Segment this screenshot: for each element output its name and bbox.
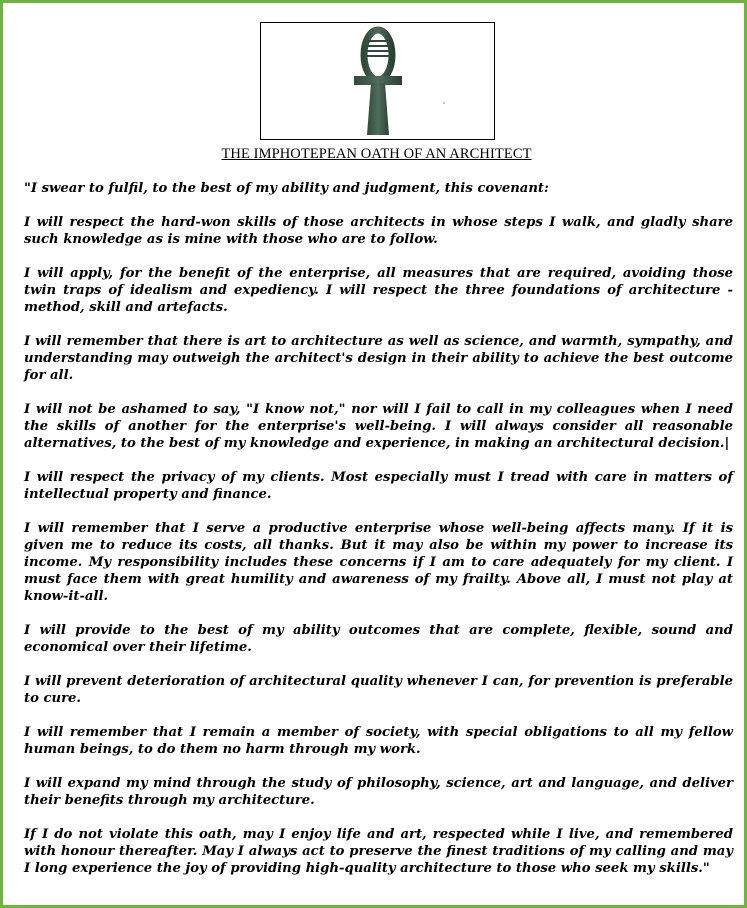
oath-paragraph: I will expand my mind through the study of philosophy, science, art and language, and deliver their benefits through my architecture. [24,776,733,808]
oath-text [24,180,733,894]
oath-paragraph: I will apply, for the benefit of the enterprise, all measures that are required, avoiding those twin traps of idealism and expediency. I will respect the three foundations of architecture - method, skill and artefacts. [24,266,733,315]
oath-paragraph: I will respect the hard-won skills of those architects in whose steps I walk, and gladly share such knowledge as is mine with those who are to follow. [24,215,733,247]
ankh-image [260,22,495,140]
oath-paragraph: I will respect the privacy of my clients. Most especially must I tread with care in matters of intellectual property and finance. [24,470,733,502]
ankh-icon [261,23,496,141]
oath-paragraph: I will remember that I remain a member of society, with special obligations to all my fellow human beings, to do them no harm through my work. [24,725,733,757]
oath-paragraph: If I do not violate this oath, may I enjoy life and art, respected while I live, and remembered with honour thereafter. May I always act to preserve the finest traditions of my calling and may I long experience the joy of providing high-quality architecture to those who seek my skills." [24,827,733,876]
oath-paragraph: I will provide to the best of my ability outcomes that are complete, flexible, sound and economical over their lifetime. [24,623,733,655]
oath-paragraph: I will prevent deterioration of architectural quality whenever I can, for prevention is preferable to cure. [24,674,733,706]
oath-paragraph: "I swear to fulfil, to the best of my ability and judgment, this covenant: [24,181,549,196]
oath-paragraph: I will remember that I serve a productive enterprise whose well-being affects many. If it is given me to reduce its costs, all thanks. But it may also be within my power to increase its income. My responsibility includes these concerns if I am to care adequately for my client. I must face them with great humility and awareness of my frailty. Above all, I must not play at know-it-all. [24,521,733,604]
page-title: THE IMPHOTEPEAN OATH OF AN ARCHITECT [221,146,532,162]
oath-paragraph: I will remember that there is art to architecture as well as science, and warmth, sympathy, and understanding may outweigh the architect's design in their ability to achieve the best outcome for all. [24,334,733,383]
oath-paragraph: I will not be ashamed to say, "I know not," nor will I fail to call in my colleagues when I need the skills of another for the enterprise's well-being. I will always consider all reasonable alternatives, to the best of my knowledge and experience, in making an architectural decision.| [24,402,733,451]
